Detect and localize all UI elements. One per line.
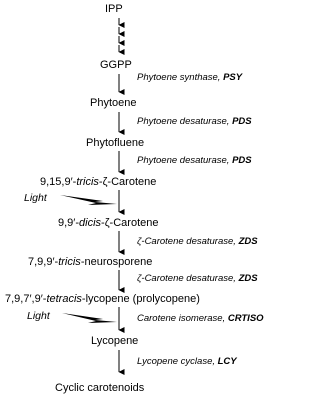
enzyme-zds-1: ζ-Carotene desaturase, ZDS <box>137 236 258 247</box>
light-label-1: Light <box>24 192 47 204</box>
enzyme-pds-2: Phytoene desaturase, PDS <box>137 155 252 166</box>
compound-tricis-zeta-carotene: 9,15,9′-tricis-ζ-Carotene <box>40 176 157 188</box>
enzyme-crtiso: Carotene isomerase, CRTISO <box>137 313 264 324</box>
enzyme-zds-2: ζ-Carotene desaturase, ZDS <box>137 273 258 284</box>
enzyme-pds-1: Phytoene desaturase, PDS <box>137 116 252 127</box>
lightning-bolt-icon <box>60 195 117 205</box>
compound-prolycopene: 7,9,7′,9′-tetracis-lycopene (prolycopene) <box>5 293 200 305</box>
compound-ipp: IPP <box>105 3 123 15</box>
compound-phytofluene: Phytofluene <box>86 137 145 149</box>
compound-lycopene: Lycopene <box>91 335 139 347</box>
compound-tricis-neurosporene: 7,9,9′-tricis-neurosporene <box>28 256 153 268</box>
compound-cyclic-carotenoids: Cyclic carotenoids <box>55 382 145 394</box>
compound-phytoene: Phytoene <box>90 97 137 109</box>
enzyme-psy: Phytoene synthase, PSY <box>137 72 243 83</box>
compound-dicis-zeta-carotene: 9,9′-dicis-ζ-Carotene <box>58 217 159 229</box>
lightning-bolt-icon <box>62 313 117 323</box>
light-label-2: Light <box>27 310 50 322</box>
compound-ggpp: GGPP <box>100 59 132 71</box>
enzyme-lcy: Lycopene cyclase, LCY <box>137 356 237 367</box>
